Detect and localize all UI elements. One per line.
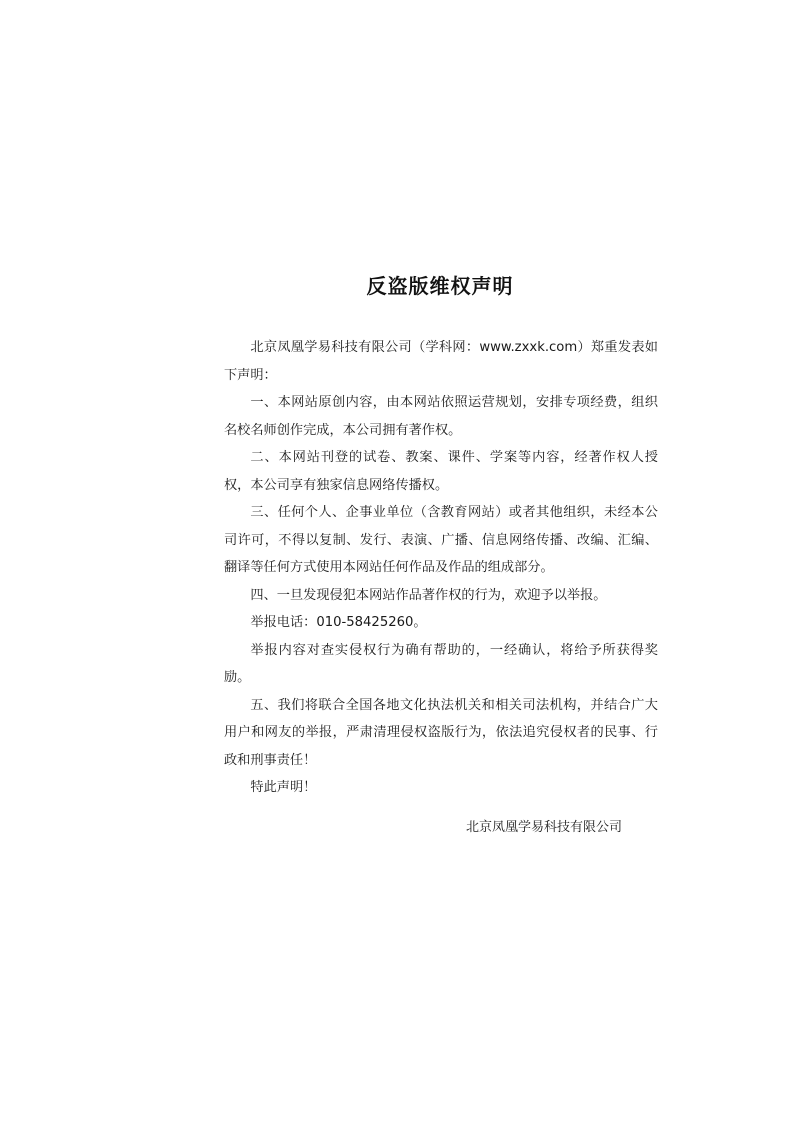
paragraph-clause-3: 三、任何个人、企事业单位（含教育网站）或者其他组织，未经本公司许可，不得以复制、发行、表演、广播、信息网络传播、改编、汇编、翻译等任何方式使用本网站任何作品及作品的组成部分。 <box>224 505 658 575</box>
paragraph-clause-4: 四、一旦发现侵犯本网站作品著作权的行为，欢迎予以举报。 <box>250 587 607 603</box>
paragraph-clause-5: 五、我们将联合全国各地文化执法机关和相关司法机构，并结合广大用户和网友的举报，严肃清理侵权盗版行为，依法追究侵权者的民事、行政和刑事责任！ <box>224 697 658 768</box>
paragraph-clause-1: 一、本网站原创内容，由本网站依照运营规划，安排专项经费，组织名校名师创作完成，本公司拥有著作权。 <box>224 395 658 438</box>
paragraph-closing: 特此声明！ <box>250 780 317 795</box>
document-title: 反盗版维权声明 <box>366 274 514 298</box>
paragraph-report-phone: 举报电话：010-58425260。 <box>250 615 427 630</box>
paragraph-intro: 北京凤凰学易科技有限公司（学科网：www.zxxk.com）郑重发表如下声明： <box>224 340 658 383</box>
paragraph-report-reward: 举报内容对查实侵权行为确有帮助的，一经确认，将给予所获得奖励。 <box>224 642 658 685</box>
paragraph-clause-2: 二、本网站刊登的试卷、教案、课件、学案等内容，经著作权人授权，本公司享有独家信息网络传播权。 <box>224 450 658 493</box>
document-body <box>224 334 658 802</box>
company-signature: 北京凤凰学易科技有限公司 <box>466 820 623 835</box>
